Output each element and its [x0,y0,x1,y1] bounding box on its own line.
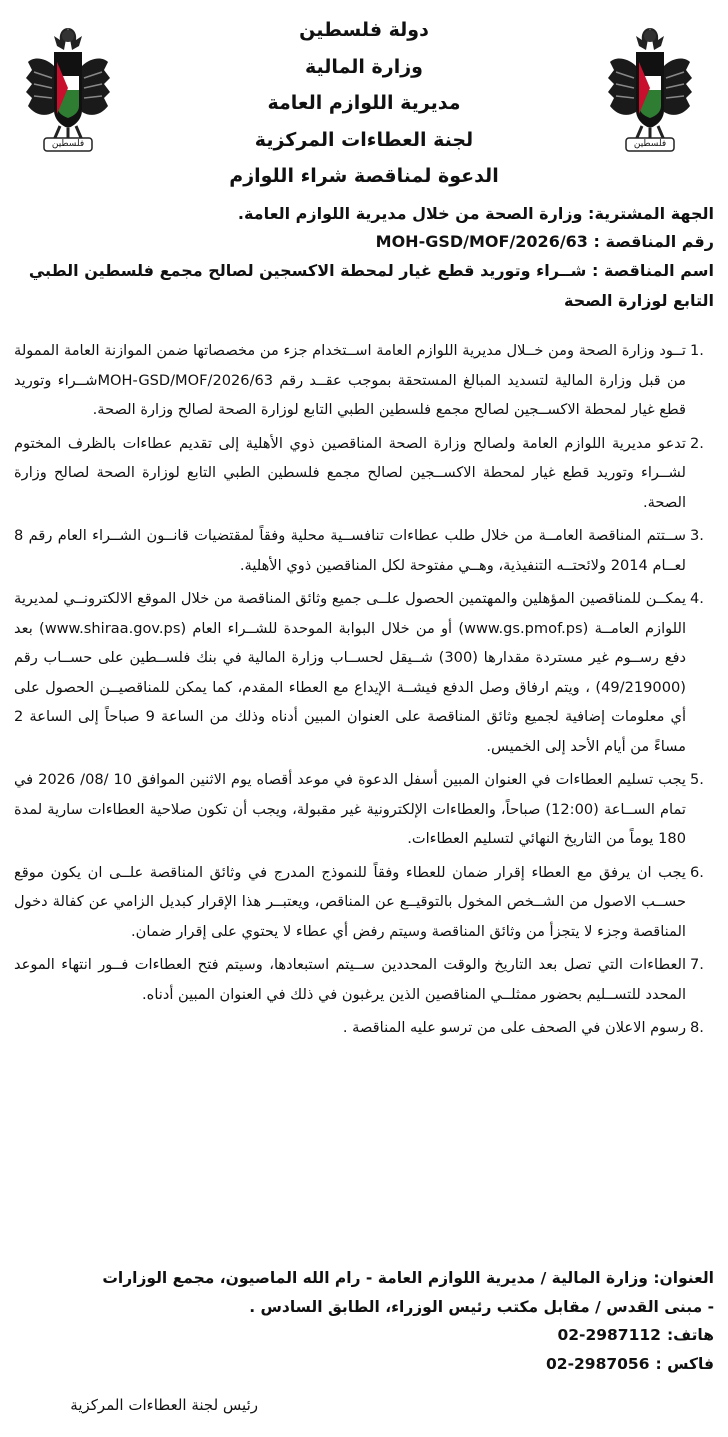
tender-clauses [14,336,716,1047]
address-line-2: - مبنى القدس / مقابل مكتب رئيس الوزراء، الطابق السادس . [249,1297,714,1316]
address-block [14,1264,714,1378]
clause-number: 3. [690,527,704,544]
clause-number: 6. [690,863,704,881]
emblem-caption: فلسطين [51,139,85,149]
clause-text: يجب تسليم العطاءات في العنوان المبين أسفل الدعوة في موعد أقصاه يوم الاثنين الموافق 10 /08/ 2026 في تمام الســاعة (12:00) صباحاً، والعطاءات الإلكترونية غير مقبولة، ويجب أن تكون صلاحية العطاءات سارية لمدة 180 يوماً من التاريخ النهائي لتسليم العطاءات. [14,771,686,847]
emblem-caption: فلسطين [633,139,667,149]
fax-row [14,1350,714,1379]
clause-item [14,521,716,580]
header-directorate: مديرية اللوازم العامة [267,92,461,114]
clause-text: العطاءات التي تصل بعد التاريخ والوقت المحددين ســيتم استبعادها، وسيتم فتح العطاءات فــور انتهاء الموعد المحدد للتســليم بحضور ممثلــي المناقصين الذين يرغبون في ذلك في العنوان المبين أدناه. [14,956,686,1003]
signature-title: رئيس لجنة العطاءات المركزية [70,1396,258,1414]
address-label: العنوان: [653,1269,714,1287]
clause-text: تدعو مديرية اللوازم العامة ولصالح وزارة الصحة المناقصين ذوي الأهلية إلى تقديم عطاءات بالظرف المختوم لشــراء وتوريد قطع غيار لمحطة الاكســجين لصالح مجمع فلسطين الطبي التابع لوزارة الصحة لصالح وزارة الصحة. [14,434,686,511]
address-value-1: وزارة المالية / مديرية اللوازم العامة - رام الله الماصيون، مجمع الوزارات [102,1269,648,1287]
header-committee: لجنة العطاءات المركزية [254,128,474,151]
clause-item [14,429,716,518]
clause-text: يجب ان يرفق مع العطاء إقرار ضمان للعطاء وفقاً للنموذج المدرج في وثائق المناقصة علــى ان يكون موقع حســب الاصول من الشــخص المخول بالتوقيــع عن المناقص، ويعتبــر هذا الإقرار كبديل الزامي عن كفالة دخول المناقصة وجزء لا يتجزأ من وثائق المناقصة وسيتم رفض أي عطاء لا يحتوي على إقرار ضمان. [14,863,686,940]
clause-item [14,950,716,1009]
clause-item [14,336,716,425]
clause-number: 2. [690,434,704,452]
palestine-eagle-emblem-left [24,22,112,157]
tender-name-row [14,256,714,316]
clause-item [14,765,716,854]
header-state: دولة فلسطين [299,19,429,41]
fax-number: 02-2987056 [546,1354,650,1373]
clause-text: ســتتم المناقصة العامــة من خلال طلب عطاءات تنافســية محلية وفقاً لمقتضيات قانــون الشــراء العام رقم 8 لعــام 2014 ولائحتــه التنفيذية، وهــي مفتوحة لكل المناقصين ذوي الأهلية. [14,527,686,574]
tender-number-label: رقم المناقصة : [593,232,714,251]
address-line-1 [14,1264,714,1293]
clause-item [14,1013,716,1043]
clause-text: تــود وزارة الصحة ومن خــلال مديرية اللوازم العامة اســتخدام جزء من مخصصاتها ضمن الموازنة العامة الممولة من قبل وزارة المالية لتسديد المبالغ المستحقة بموجب عقــد رقم MOH-GSD/MOF/2026/63شــراء وتوريد قطع غيار لمحطة الاكســجين لصالح مجمع فلسطين الطبي التابع لوزارة الصحة لصالح وزارة الصحة. [14,342,686,418]
document-header [150,12,578,195]
clause-number: 5. [690,771,704,788]
buyer-row [14,200,714,228]
phone-label: هاتف: [666,1326,714,1344]
tender-name-label: اسم المناقصة : [591,261,714,280]
palestine-eagle-emblem-right [606,22,694,157]
tender-number-value: MOH-GSD/MOF/2026/63 [375,232,588,251]
clause-item [14,584,716,761]
clause-number: 4. [690,590,704,607]
fax-label: فاكس : [655,1354,714,1373]
phone-row [14,1321,714,1350]
clause-text: يمكــن للمناقصين المؤهلين والمهتمين الحصول علــى جميع وثائق المناقصة من خلال الموقع الالكترونــي لمديرية اللوازم العامــة (www.gs.pmof.ps) أو من خلال البوابة الموحدة للشــراء العام (www.shiraa.gov.ps) بعد دفع رســوم غير مستردة مقدارها (300) شــيقل لحســاب وزارة المالية في بنك فلســطين على حســاب رقم (49/219000) ، ويتم ارفاق وصل الدفع فيشــة الإيداع مع العطاء المقدم، كما يمكن للمناقصيــن الحصول على أي معلومات إضافية لجميع وثائق المناقصة على العنوان المبين أدناه وذلك من الساعة 9 صباحاً إلى الساعة 2 مساءً من أيام الأحد إلى الخميس. [14,590,686,755]
clause-number: 1. [690,342,704,359]
buyer-value: وزارة الصحة من خلال مديرية اللوازم العامة. [237,204,583,223]
buyer-label: الجهة المشترية: [588,204,714,223]
header-ministry: وزارة المالية [305,55,423,78]
tender-number-row [14,228,714,256]
clause-text: رسوم الاعلان في الصحف على من ترسو عليه المناقصة . [342,1019,686,1036]
clause-number: 8. [690,1019,704,1036]
clause-number: 7. [690,956,704,973]
phone-number: 02-2987112 [557,1326,661,1344]
tender-name-value: شــراء وتوريد قطع غيار لمحطة الاكسجين لصالح مجمع فلسطين الطبي التابع لوزارة الصحة [28,261,714,310]
tender-info [14,200,714,316]
header-invitation-title: الدعوة لمناقصة شراء اللوازم [229,165,499,187]
clause-item [14,858,716,947]
